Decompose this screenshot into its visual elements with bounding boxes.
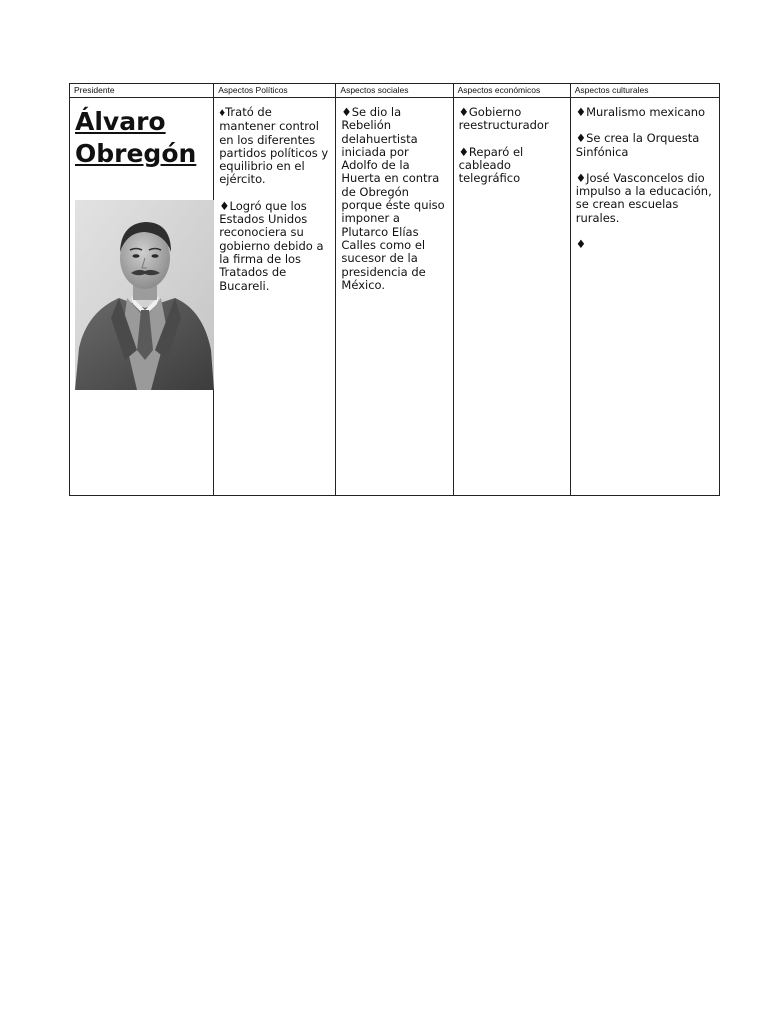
diamond-bullet-icon [459,145,469,159]
header-aspectos-culturales: Aspectos culturales [570,84,719,98]
politicos-cell [214,98,336,496]
culturales-item: Se crea la Orquesta Sinfónica [575,131,700,159]
diamond-bullet-icon [459,105,469,119]
sociales-cell [336,98,453,496]
economicos-cell [453,98,570,496]
header-aspectos-sociales: Aspectos sociales [336,84,453,98]
diamond-bullet-icon [576,171,586,185]
header-aspectos-politicos: Aspectos Políticos [214,84,336,98]
president-name: Álvaro Obregón [75,107,197,168]
politicos-item: Logró que los Estados Unidos reconociera su gobierno debido a la firma de los Tratados de Bucareli. [219,198,324,293]
economicos-item: Reparó el cableado telegráfico [458,144,524,186]
economicos-item: Gobierno reestructurador [458,105,549,133]
header-row [70,84,720,98]
sociales-item: Se dio la Rebelión delahuertista iniciada por Adolfo de la Huerta en contra de Obregón porque éste quiso imponer a Plutarco Elías Calles como el sucesor de la presidencia de México. [341,105,445,292]
header-aspectos-economicos: Aspectos económicos [453,84,570,98]
diamond-bullet-icon [219,199,229,213]
diamond-bullet-icon [576,237,586,251]
politicos-item: Trató de mantener control en los diferentes partidos políticos y equilibrio en el ejército. [219,105,329,187]
diamond-bullet-icon [576,105,586,119]
president-cell [70,98,214,496]
header-presidente: Presidente [70,84,214,98]
diamond-bullet-icon [576,131,586,145]
president-portrait [75,200,214,390]
table-row [70,98,720,496]
diamond-bullet-icon [341,105,351,119]
culturales-item: José Vasconcelos dio impulso a la educación, se crean escuelas rurales. [575,170,712,225]
culturales-item: Muralismo mexicano [586,105,706,119]
president-table [69,83,720,496]
culturales-cell [570,98,719,496]
